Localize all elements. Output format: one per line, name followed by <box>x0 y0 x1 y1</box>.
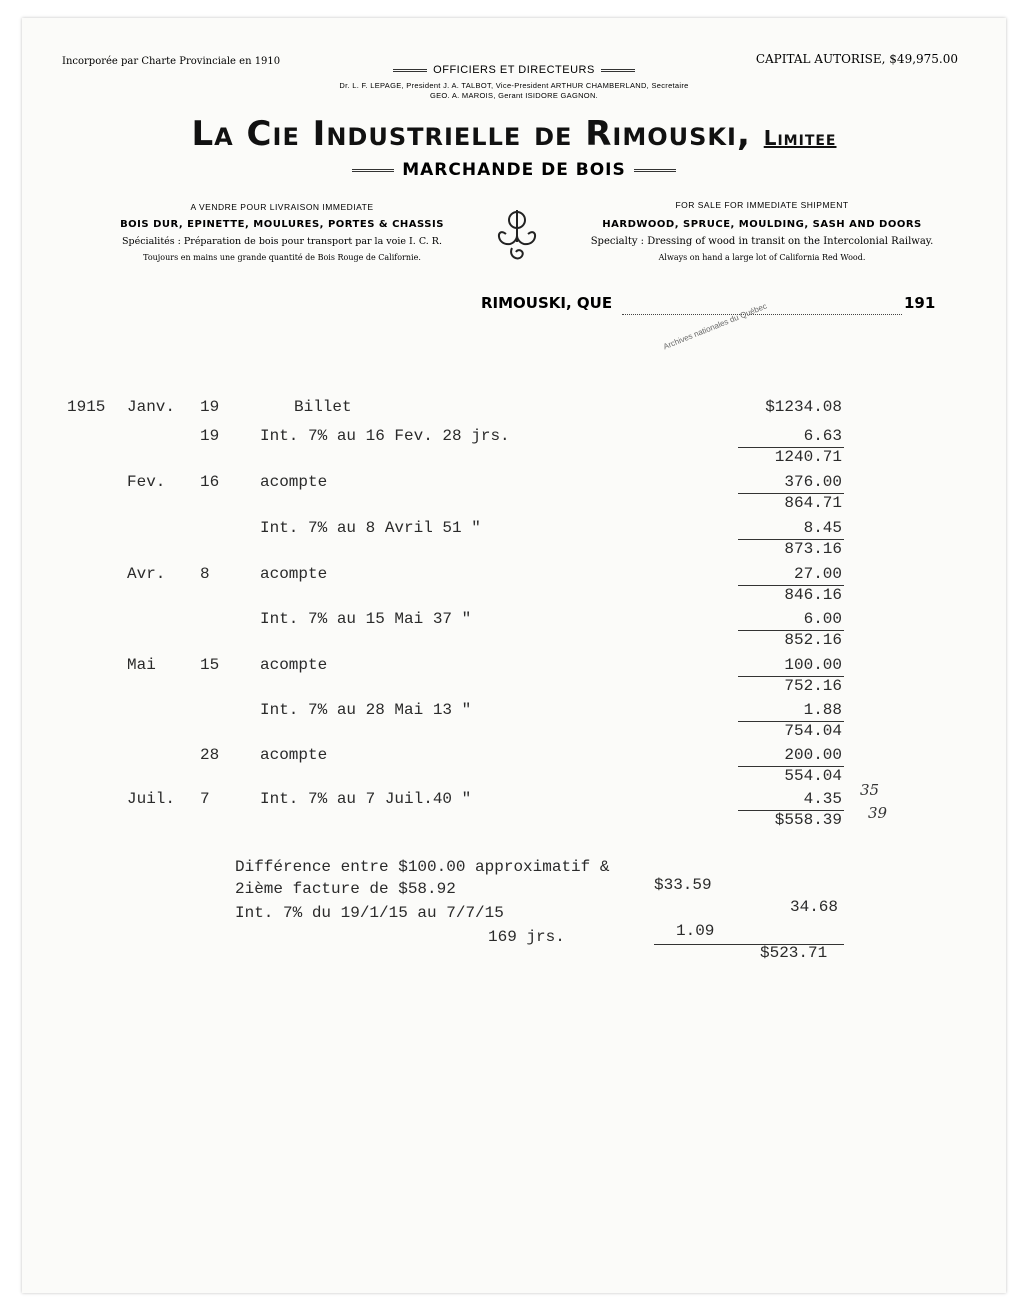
summary-line-2: 2ième facture de $58.92 <box>235 880 456 898</box>
ledger-desc: Int. 7% au 15 Mai 37 " <box>260 610 472 628</box>
hand-note: 39 <box>868 804 888 822</box>
summary-line-3: Int. 7% du 19/1/15 au 7/7/15 <box>235 904 504 922</box>
ledger-desc: acompte <box>260 656 328 674</box>
ledger-amount: 873.16 <box>784 540 842 558</box>
ledger-amount: 100.00 <box>784 656 842 674</box>
ledger-amount: 200.00 <box>784 746 842 764</box>
ledger-amount: 6.63 <box>803 427 842 445</box>
ledger-amount: 4.35 <box>803 790 842 808</box>
ledger-year: 1915 <box>67 398 106 416</box>
ledger-amount: 752.16 <box>784 677 842 695</box>
ledger-desc: Int. 7% au 28 Mai 13 " <box>260 701 472 719</box>
en-subtitle: FOR SALE FOR IMMEDIATE SHIPMENT <box>675 200 849 210</box>
ledger-desc: acompte <box>260 746 328 764</box>
ledger-amount: 1.88 <box>803 701 842 719</box>
summary-line-1: Différence entre $100.00 approximatif & <box>235 858 610 876</box>
ledger-day: 19 <box>200 398 220 416</box>
officers-title: OFFICIERS ET DIRECTEURS <box>22 64 1006 76</box>
company-monogram-icon <box>492 206 542 266</box>
ledger-day: 7 <box>200 790 210 808</box>
ledger-desc: Int. 7% au 8 Avril 51 " <box>260 519 481 537</box>
ledger-amount: 554.04 <box>784 767 842 785</box>
fr-stock: Toujours en mains une grande quantité de Bois Rouge de Californie. <box>143 253 421 262</box>
ledger-amount: 1240.71 <box>774 448 842 466</box>
ledger-day: 19 <box>200 427 220 445</box>
ledger-amount: 754.04 <box>784 722 842 740</box>
ledger-month: Janv. <box>127 398 176 416</box>
fr-subtitle: A VENDRE POUR LIVRAISON IMMEDIATE <box>190 202 374 212</box>
ledger-desc: Billet <box>294 398 352 416</box>
en-products: HARDWOOD, SPRUCE, MOULDING, SASH AND DOORS <box>602 219 922 230</box>
fr-products: BOIS DUR, EPINETTE, MOULURES, PORTES & CHASSIS <box>120 219 444 230</box>
ledger-desc: Int. 7% au 16 Fev. 28 jrs. <box>260 427 510 445</box>
ledger-month: Fev. <box>127 473 166 491</box>
ledger-amount: $1234.08 <box>765 398 842 416</box>
ledger-day: 8 <box>200 565 210 583</box>
archive-stamp: Archives nationales du Québec <box>662 301 769 352</box>
company-suffix: Limitee <box>763 126 837 150</box>
ledger-day: 15 <box>200 656 220 674</box>
invoice-sheet <box>22 18 1006 1293</box>
ledger-amount: 846.16 <box>784 586 842 604</box>
officers-line-2: GEO. A. MAROIS, Gerant ISIDORE GAGNON. <box>429 91 599 100</box>
ledger-amount: 27.00 <box>793 565 842 583</box>
ledger-desc: acompte <box>260 473 328 491</box>
ledger-day: 28 <box>200 746 220 764</box>
place-label: RIMOUSKI, QUE <box>481 294 613 312</box>
hand-note: 35 <box>860 781 880 799</box>
summary-line-4: 169 jrs. <box>488 928 565 946</box>
ledger-desc: acompte <box>260 565 328 583</box>
date-line <box>622 314 902 315</box>
trade-title: MARCHANDE DE BOIS <box>22 160 1006 180</box>
ledger-amount: 864.71 <box>784 494 842 512</box>
summary-line-3-amount: 34.68 <box>790 898 839 916</box>
en-specialty: Specialty : Dressing of wood in transit on the Intercolonial Railway. <box>590 236 934 247</box>
ledger-amount: 376.00 <box>784 473 842 491</box>
summary-line-2-amount: $33.59 <box>654 876 712 894</box>
ledger-month: Avr. <box>127 565 166 583</box>
year-label: 191 <box>904 294 936 312</box>
summary-total: $523.71 <box>760 944 828 962</box>
ledger-month: Mai <box>127 656 156 674</box>
officers-line-1: Dr. L. F. LEPAGE, President J. A. TALBOT, Vice-President ARTHUR CHAMBERLAND, Secretaire <box>339 81 689 90</box>
ledger-month: Juil. <box>127 790 176 808</box>
ledger-amount: 8.45 <box>803 519 842 537</box>
summary-line-4-amount: 1.09 <box>676 922 715 940</box>
ledger-day: 16 <box>200 473 220 491</box>
company-name: La Cie Industrielle de Rimouski, Limitee <box>191 114 837 154</box>
incorporation-note: Incorporée par Charte Provinciale en 1910 <box>62 56 281 67</box>
ledger-amount: 6.00 <box>803 610 842 628</box>
capital-note: CAPITAL AUTORISE, $49,975.00 <box>755 52 958 66</box>
ledger-desc: Int. 7% au 7 Juil.40 " <box>260 790 472 808</box>
ledger-amount: 852.16 <box>784 631 842 649</box>
en-stock: Always on hand a large lot of California Red Wood. <box>658 253 866 262</box>
fr-specialty: Spécialités : Préparation de bois pour transport par la voie I. C. R. <box>122 236 442 247</box>
ledger-amount: $558.39 <box>774 811 842 829</box>
